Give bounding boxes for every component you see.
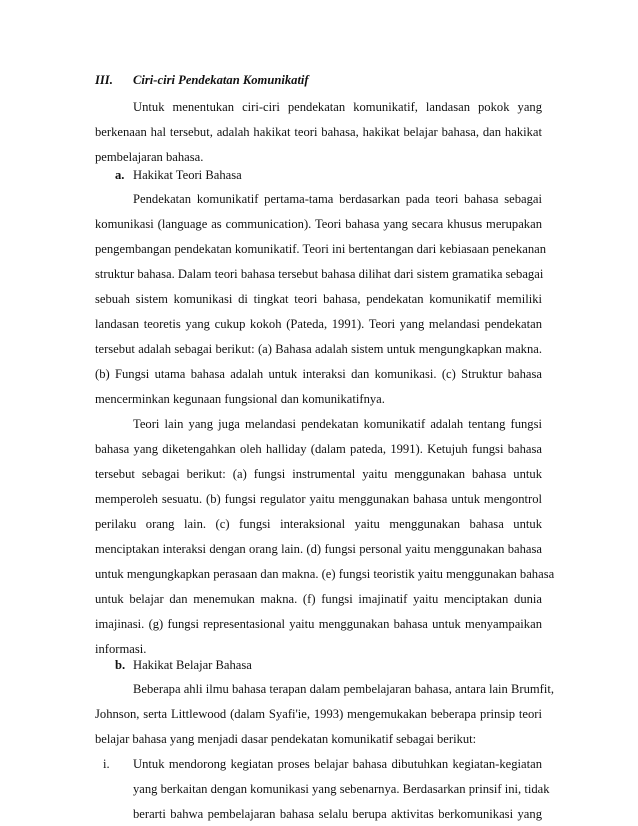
section-number: III. — [95, 73, 113, 87]
paragraph-line: Pendekatan komunikatif pertama-tama berdasarkan pada teori bahasa sebagai — [133, 192, 542, 206]
paragraph-line: tersebut sebagai berikut: (a) fungsi instrumental yaitu menggunakan bahasa untuk — [95, 467, 542, 481]
paragraph-line: sebuah sistem komunikasi di tingkat teori bahasa, pendekatan komunikatif memiliki — [95, 292, 542, 306]
paragraph-line: imajinasi. (g) fungsi representasional yaitu menggunakan bahasa untuk menyampaikan — [95, 617, 542, 631]
paragraph-line: Teori lain yang juga melandasi pendekatan komunikatif adalah tentang fungsi — [133, 417, 542, 431]
paragraph-line: pengembangan pendekatan komunikatif. Teori ini bertentangan dari kebiasaan penekanan — [95, 242, 547, 256]
intro-line: pembelajaran bahasa. — [95, 150, 204, 164]
paragraph-line: bahasa yang diketengahkan oleh halliday (dalam pateda, 1991). Ketujuh fungsi bahasa — [95, 442, 542, 456]
paragraph-line: Johnson, serta Littlewood (dalam Syafi'ie, 1993) mengemukakan beberapa prinsip teori — [95, 707, 542, 721]
paragraph-line: tersebut adalah sebagai berikut: (a) Bahasa adalah sistem untuk mengungkapkan makna. — [95, 342, 542, 356]
paragraph-line: struktur bahasa. Dalam teori bahasa tersebut bahasa dilihat dari sistem gramatika sebagai — [95, 267, 544, 281]
paragraph-line: untuk belajar dan menemukan makna. (f) fungsi imajinatif yaitu menciptakan dunia — [95, 592, 542, 606]
list-item-line: Untuk mendorong kegiatan proses belajar bahasa dibutuhkan kegiatan-kegiatan — [133, 757, 542, 771]
paragraph-line: belajar bahasa yang menjadi dasar pendekatan komunikatif sebagai berikut: — [95, 732, 477, 746]
subsection-letter: b. — [115, 658, 126, 672]
paragraph-line: perilaku orang lain. (c) fungsi interaksional yaitu menggunakan bahasa untuk — [95, 517, 542, 531]
subsection-title: Hakikat Belajar Bahasa — [133, 658, 252, 672]
section-title: Ciri-ciri Pendekatan Komunikatif — [133, 73, 309, 87]
paragraph-line: untuk mengungkapkan perasaan dan makna. (e) fungsi teoristik yaitu menggunakan bahasa — [95, 567, 555, 581]
list-item-line: berarti bahwa pembelajaran bahasa selalu berupa aktivitas berkomunikasi yang — [133, 807, 542, 821]
paragraph-line: memperoleh sesuatu. (b) fungsi regulator yaitu menggunakan bahasa untuk mengontrol — [95, 492, 542, 506]
list-item-line: yang berkaitan dengan komunikasi yang sebenarnya. Berdasarkan prinsif ini, tidak — [133, 782, 550, 796]
paragraph-line: komunikasi (language as communication). Teori bahasa yang secara khusus merupakan — [95, 217, 542, 231]
intro-line: Untuk menentukan ciri-ciri pendekatan komunikatif, landasan pokok yang — [133, 100, 542, 114]
paragraph-line: Beberapa ahli ilmu bahasa terapan dalam pembelajaran bahasa, antara lain Brumfit, — [133, 682, 555, 696]
intro-line: berkenaan hal tersebut, adalah hakikat teori bahasa, hakikat belajar bahasa, dan hakikat — [95, 125, 542, 139]
paragraph-line: menciptakan interaksi dengan orang lain. (d) fungsi personal yaitu menggunakan bahasa — [95, 542, 542, 556]
list-marker: i. — [103, 757, 110, 771]
paragraph-line: mencerminkan kegunaan fungsional dan komunikatifnya. — [95, 392, 385, 406]
paragraph-line: landasan teoretis yang cukup kokoh (Pateda, 1991). Teori yang melandasi pendekatan — [95, 317, 542, 331]
subsection-letter: a. — [115, 168, 125, 182]
paragraph-line: (b) Fungsi utama bahasa adalah untuk interaksi dan komunikasi. (c) Struktur bahasa — [95, 367, 542, 381]
paragraph-line: informasi. — [95, 642, 147, 656]
subsection-title: Hakikat Teori Bahasa — [133, 168, 242, 182]
